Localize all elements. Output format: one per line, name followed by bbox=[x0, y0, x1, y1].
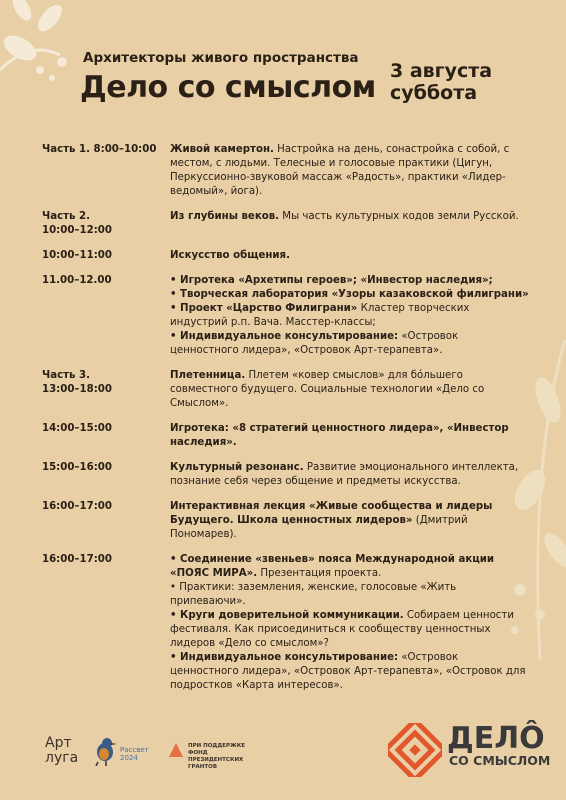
time-line: Часть 3. bbox=[42, 370, 90, 381]
schedule-description bbox=[170, 143, 530, 199]
art-luga-logo bbox=[45, 736, 78, 766]
description-bold: Искусство общения. bbox=[170, 250, 290, 261]
description-item bbox=[170, 422, 530, 450]
schedule-row bbox=[42, 210, 532, 238]
schedule-description bbox=[170, 422, 530, 450]
event-date bbox=[390, 60, 492, 104]
time-line: 16:00–17:00 bbox=[42, 501, 112, 512]
description-item bbox=[170, 461, 530, 489]
branch-decoration-top-left bbox=[0, 0, 80, 90]
schedule-description bbox=[170, 249, 530, 263]
schedule-time bbox=[42, 553, 170, 693]
description-item bbox=[170, 143, 530, 199]
description-bold: • Индивидуальное консультирование: bbox=[170, 652, 399, 663]
schedule-description bbox=[170, 553, 530, 693]
schedule-row bbox=[42, 461, 532, 489]
description-item bbox=[170, 274, 530, 288]
time-line: 15:00–16:00 bbox=[42, 462, 112, 473]
description-text: Развитие эмоционального интеллекта, познание себя через общение и предметы искусства. bbox=[170, 462, 519, 487]
description-text: Настройка на день, сонастройка с собой, с местом, с людьми. Телесные и голосовые практики (Цигун, Перкуссионно-звуковой массаж «Радость», практики «Лидер-ведомый», йога). bbox=[170, 144, 510, 197]
description-bold: Игротека: «8 стратегий ценностного лидера», «Инвестор наследия». bbox=[170, 423, 509, 448]
description-text: Мы часть культурных кодов земли Русской. bbox=[279, 211, 519, 222]
description-item bbox=[170, 302, 530, 330]
grant-fund-logo bbox=[188, 743, 245, 771]
time-line: 13:00–18:00 bbox=[42, 384, 112, 395]
fond-line1: ПРИ ПОДДЕРЖКЕ bbox=[188, 743, 246, 749]
description-item bbox=[170, 500, 530, 542]
time-line: Часть 1. 8:00–10:00 bbox=[42, 144, 157, 155]
time-line: 14:00–15:00 bbox=[42, 423, 112, 434]
schedule-time bbox=[42, 143, 170, 199]
schedule-row bbox=[42, 500, 532, 542]
description-bold: • Индивидуальное консультирование: bbox=[170, 331, 399, 342]
bird-icon bbox=[92, 736, 118, 766]
schedule-description bbox=[170, 500, 530, 542]
description-text: «Островок ценностного лидера», «Островок Арт-терапевта», «Островок для подростков «Карта интересов». bbox=[170, 652, 526, 691]
description-bold: • Творческая лаборатория «Узоры казаковской филиграни» bbox=[170, 289, 529, 300]
fond-line4: ГРАНТОВ bbox=[188, 764, 218, 770]
delo-logo-word: ДЕЛÔ bbox=[447, 721, 545, 756]
description-item bbox=[170, 288, 530, 302]
schedule-time bbox=[42, 422, 170, 450]
date-weekday: суббота bbox=[390, 82, 478, 104]
grant-fund-icon bbox=[167, 741, 185, 759]
schedule-time bbox=[42, 500, 170, 542]
time-line: 16:00–17:00 bbox=[42, 554, 112, 565]
description-bold: Культурный резонанс. bbox=[170, 462, 304, 473]
description-text: «Островок ценностного лидера», «Островок Арт-терапевта». bbox=[170, 331, 459, 356]
schedule-row bbox=[42, 369, 532, 411]
date-day: 3 августа bbox=[390, 60, 493, 82]
description-text: • Практики: заземления, женские, голосовые «Жить припеваючи». bbox=[170, 582, 457, 607]
description-item bbox=[170, 249, 530, 263]
rassvet-label: Рассвет bbox=[120, 746, 149, 754]
time-line: Часть 2. bbox=[42, 211, 90, 222]
schedule-time bbox=[42, 461, 170, 489]
page-title: Дело со смыслом bbox=[80, 70, 376, 105]
time-line: 10:00–12:00 bbox=[42, 225, 112, 236]
description-bold: Плетенница. bbox=[170, 370, 246, 381]
time-line: 11.00–12.00 bbox=[42, 275, 112, 286]
fond-line3: ПРЕЗИДЕНТСКИХ bbox=[188, 757, 244, 763]
schedule-row bbox=[42, 553, 532, 693]
rassvet-year: 2024 bbox=[120, 754, 138, 762]
schedule-description bbox=[170, 369, 530, 411]
schedule-row bbox=[42, 422, 532, 450]
description-item bbox=[170, 369, 530, 411]
description-item bbox=[170, 553, 530, 581]
description-bold: • Круги доверительной коммуникации. bbox=[170, 610, 404, 621]
schedule-time bbox=[42, 369, 170, 411]
schedule-row bbox=[42, 143, 532, 199]
header-subtitle: Архитекторы живого пространства bbox=[83, 50, 359, 66]
description-text: Собираем ценности фестиваля. Как присоединиться к сообществу ценностных лидеров «Дело со смыслом»? bbox=[170, 610, 514, 649]
footer bbox=[0, 721, 566, 800]
schedule bbox=[42, 143, 532, 704]
delo-logo-icon bbox=[388, 723, 442, 777]
description-text: Кластер творческих индустрий р.п. Вача. Масстер-классы; bbox=[170, 303, 470, 328]
description-item bbox=[170, 210, 530, 224]
schedule-row bbox=[42, 274, 532, 358]
schedule-row bbox=[42, 249, 532, 263]
description-bold: • Игротека «Архетипы героев»; «Инвестор наследия»; bbox=[170, 275, 493, 286]
schedule-time bbox=[42, 210, 170, 238]
art-luga-line2: луга bbox=[45, 750, 79, 766]
description-bold: Интерактивная лекция «Живые сообщества и лидеры Будущего. Школа ценностных лидеров» bbox=[170, 501, 493, 526]
schedule-time bbox=[42, 249, 170, 263]
description-bold: • Соединение «звеньев» пояса Международной акции «ПОЯС МИРА». bbox=[170, 554, 495, 579]
delo-logo-subtitle: СО СМЫСЛОМ bbox=[449, 753, 551, 768]
time-line: 10:00–11:00 bbox=[42, 250, 112, 261]
description-item bbox=[170, 651, 530, 693]
description-item bbox=[170, 330, 530, 358]
description-item bbox=[170, 609, 530, 651]
description-item bbox=[170, 581, 530, 609]
rassvet-logo bbox=[120, 746, 149, 762]
description-bold: Из глубины веков. bbox=[170, 211, 280, 222]
art-luga-line1: Арт bbox=[45, 735, 72, 751]
description-bold: • Проект «Царство Филиграни» bbox=[170, 303, 358, 314]
description-bold: Живой камертон. bbox=[170, 144, 274, 155]
schedule-description bbox=[170, 210, 530, 238]
schedule-description bbox=[170, 274, 530, 358]
description-text: Презентация проекта. bbox=[257, 568, 382, 579]
schedule-time bbox=[42, 274, 170, 358]
schedule-description bbox=[170, 461, 530, 489]
description-text: Плетем «ковер смыслов» для бóльшего совместного будущего. Социальные технологии «Дело со Смыслом». bbox=[170, 370, 485, 409]
description-text: (Дмитрий Пономарев). bbox=[170, 515, 468, 540]
fond-line2: ФОНД bbox=[188, 750, 208, 756]
